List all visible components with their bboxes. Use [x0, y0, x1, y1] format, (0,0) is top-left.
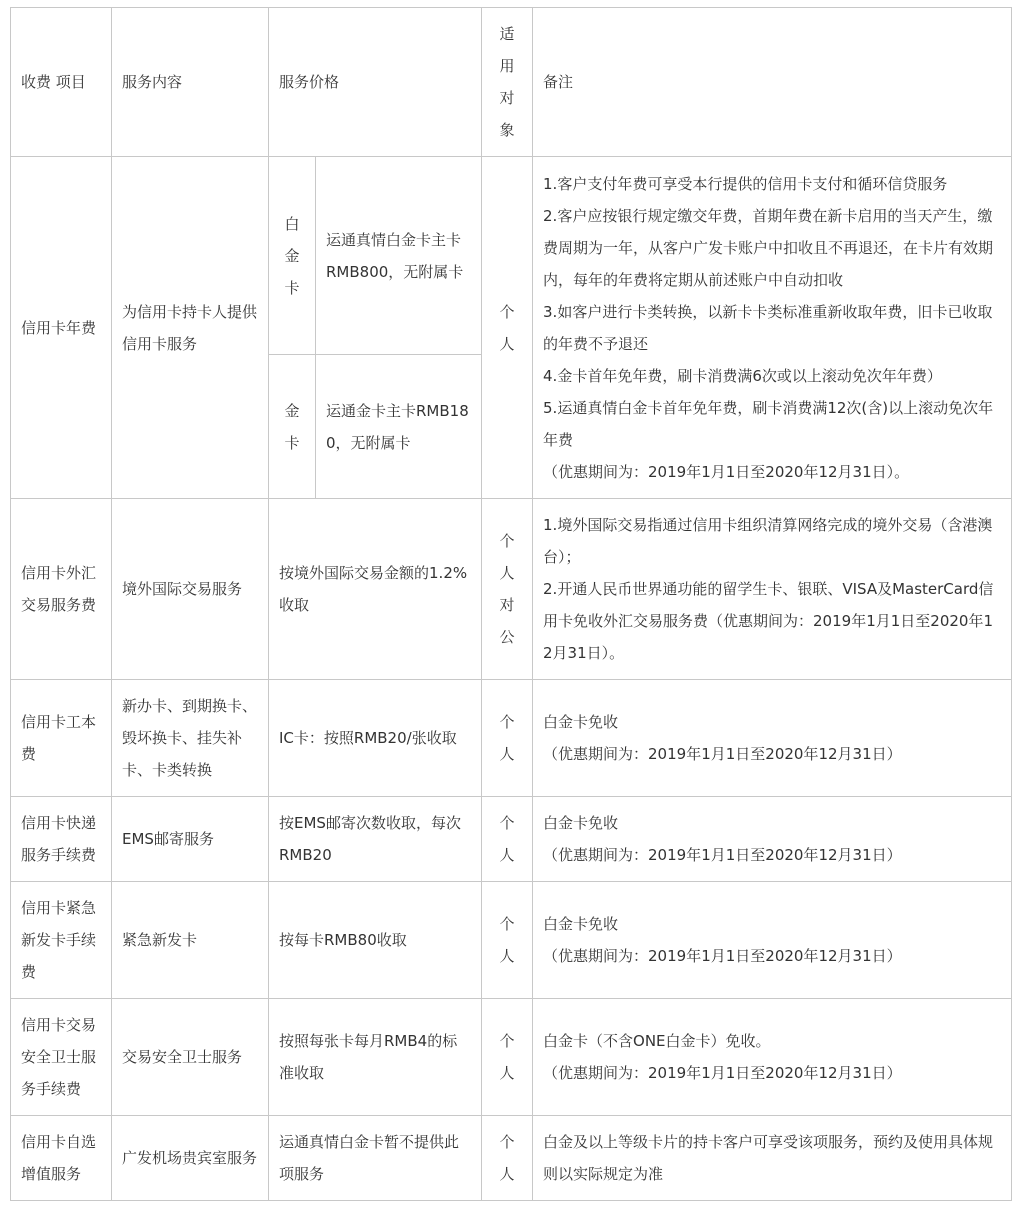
- header-target: 适用对象: [482, 8, 533, 157]
- row-security-notes: [533, 999, 1012, 1116]
- row-express-target: 个人: [482, 797, 533, 882]
- row-security-item: 信用卡交易安全卫士服务手续费: [11, 999, 112, 1116]
- fee-table: [10, 7, 1012, 1201]
- row-vip-target: 个人: [482, 1116, 533, 1201]
- note-line: 2.开通人民币世界通功能的留学生卡、银联、VISA及MasterCard信用卡免收外汇交易服务费（优惠期间为：2019年1月1日至2020年12月31日）。: [543, 580, 994, 662]
- table-row: [11, 882, 1012, 999]
- row-security-price: 按照每张卡每月RMB4的标准收取: [269, 999, 482, 1116]
- row-urgent-target: 个人: [482, 882, 533, 999]
- row-vip-price: 运通真情白金卡暂不提供此项服务: [269, 1116, 482, 1201]
- row-annual-platinum-price: 运通真情白金卡主卡RMB800，无附属卡: [316, 157, 482, 355]
- table-row: [11, 157, 1012, 355]
- note-line: 白金及以上等级卡片的持卡客户可享受该项服务，预约及使用具体规则以实际规定为准: [543, 1133, 994, 1183]
- row-card-cost-price: IC卡：按照RMB20/张收取: [269, 680, 482, 797]
- note-line: （优惠期间为：2019年1月1日至2020年12月31日）: [543, 745, 902, 763]
- row-annual-gold-type: 金卡: [269, 355, 316, 499]
- row-annual-item: 信用卡年费: [11, 157, 112, 499]
- row-security-content: 交易安全卫士服务: [112, 999, 269, 1116]
- note-line: 5.运通真情白金卡首年免年费，刷卡消费满12次(含)以上滚动免次年年费: [543, 398, 994, 449]
- note-line: 4.金卡首年免年费，刷卡消费满6次或以上滚动免次年年费）: [543, 366, 942, 385]
- row-fx-price: 按境外国际交易金额的1.2%收取: [269, 499, 482, 680]
- table-row: [11, 499, 1012, 680]
- row-express-item: 信用卡快递服务手续费: [11, 797, 112, 882]
- note-line: 1.境外国际交易指通过信用卡组织清算网络完成的境外交易（含港澳台）；: [543, 516, 993, 566]
- row-fx-content: 境外国际交易服务: [112, 499, 269, 680]
- note-line: 3.如客户进行卡类转换，以新卡卡类标准重新收取年费，旧卡已收取的年费不予退还: [543, 302, 993, 353]
- row-annual-notes: [533, 157, 1012, 499]
- table-header-row: [11, 8, 1012, 157]
- note-line: 1.客户支付年费可享受本行提供的信用卡支付和循环信贷服务: [543, 174, 948, 193]
- note-line: 2.客户应按银行规定缴交年费，首期年费在新卡启用的当天产生，缴费周期为一年，从客户广发卡账户中扣收且不再退还，在卡片有效期内，每年的年费将定期从前述账户中自动扣收: [543, 206, 994, 289]
- row-vip-item: 信用卡自选增值服务: [11, 1116, 112, 1201]
- row-fx-notes: [533, 499, 1012, 680]
- row-urgent-price: 按每卡RMB80收取: [269, 882, 482, 999]
- row-vip-content: 广发机场贵宾室服务: [112, 1116, 269, 1201]
- table-row: [11, 1116, 1012, 1201]
- row-card-cost-target: 个人: [482, 680, 533, 797]
- row-urgent-content: 紧急新发卡: [112, 882, 269, 999]
- header-content: 服务内容: [112, 8, 269, 157]
- row-fx-item: 信用卡外汇交易服务费: [11, 499, 112, 680]
- row-vip-notes: [533, 1116, 1012, 1201]
- row-express-content: EMS邮寄服务: [112, 797, 269, 882]
- note-line: 白金卡免收: [543, 915, 619, 933]
- row-annual-gold-price: 运通金卡主卡RMB180，无附属卡: [316, 355, 482, 499]
- note-line: （优惠期间为：2019年1月1日至2020年12月31日）。: [543, 462, 910, 481]
- note-line: （优惠期间为：2019年1月1日至2020年12月31日）: [543, 1064, 902, 1082]
- row-annual-platinum-type: 白金卡: [269, 157, 316, 355]
- row-card-cost-content: 新办卡、到期换卡、毁坏换卡、挂失补卡、卡类转换: [112, 680, 269, 797]
- header-item: 收费 项目: [11, 8, 112, 157]
- row-urgent-item: 信用卡紧急新发卡手续费: [11, 882, 112, 999]
- note-line: 白金卡免收: [543, 713, 619, 731]
- row-card-cost-notes: [533, 680, 1012, 797]
- note-line: （优惠期间为：2019年1月1日至2020年12月31日）: [543, 947, 902, 965]
- note-line: 白金卡免收: [543, 814, 619, 832]
- table-row: [11, 999, 1012, 1116]
- header-notes: 备注: [533, 8, 1012, 157]
- row-express-notes: [533, 797, 1012, 882]
- row-annual-target: 个人: [482, 157, 533, 499]
- row-fx-target: 个人对公: [482, 499, 533, 680]
- table-row: [11, 797, 1012, 882]
- note-line: 白金卡（不含ONE白金卡）免收。: [543, 1032, 771, 1050]
- header-price: 服务价格: [269, 8, 482, 157]
- table-row: [11, 680, 1012, 797]
- row-urgent-notes: [533, 882, 1012, 999]
- row-annual-content: 为信用卡持卡人提供信用卡服务: [112, 157, 269, 499]
- row-express-price: 按EMS邮寄次数收取，每次RMB20: [269, 797, 482, 882]
- row-card-cost-item: 信用卡工本费: [11, 680, 112, 797]
- note-line: （优惠期间为：2019年1月1日至2020年12月31日）: [543, 846, 902, 864]
- row-security-target: 个人: [482, 999, 533, 1116]
